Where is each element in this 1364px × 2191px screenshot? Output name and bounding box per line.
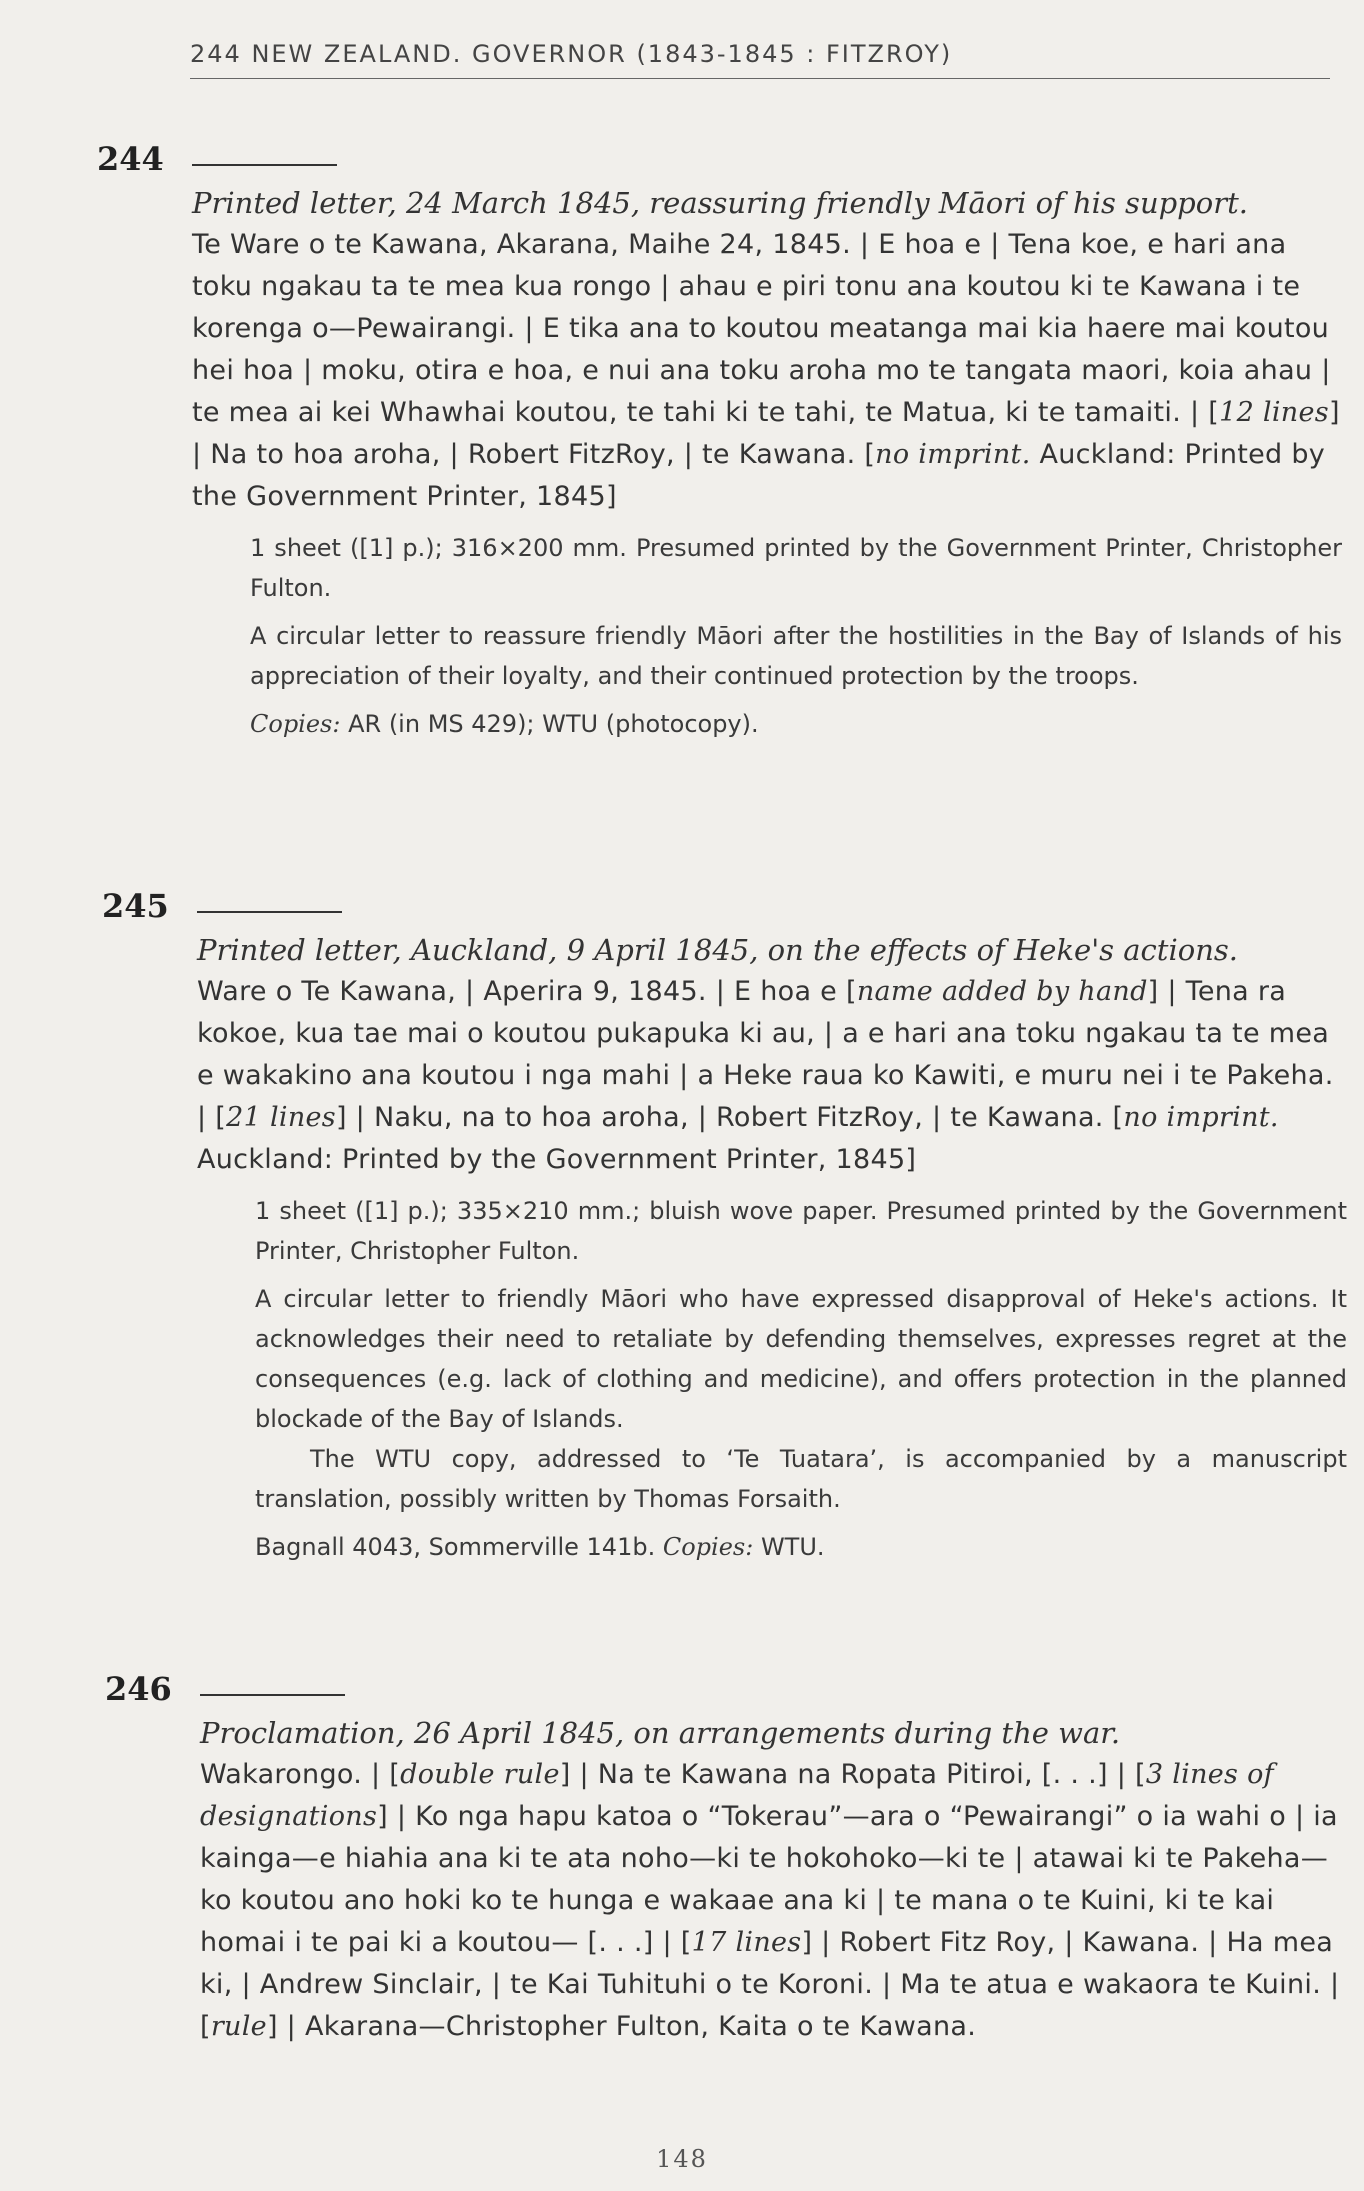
entry-rule (197, 911, 342, 913)
running-head: 244 NEW ZEALAND. GOVERNOR (1843-1845 : FITZROY) (190, 40, 1330, 79)
entry-body (192, 182, 1342, 752)
entry-note: A circular letter to reassure friendly Māori after the hostilities in the Bay of Islands of his appreciation of their loyalty, and their continued protection by the troops. (250, 622, 1342, 690)
entry-transcript: Ware o Te Kawana, | Aperira 9, 1845. | E hoa e [name added by hand] | Tena ra kokoe, kua tae mai o koutou pukapuka ki au, | a e hari ana toku ngakau ta te mea e wakakino ana koutou i nga mahi | a Heke raua ko Kawiti, e muru nei i te Pakeha. | [21 lines] | Naku, na to hoa aroha, | Robert FitzRoy, | te Kawana. [no imprint. Auckland: Printed by the Government Printer, 1845] (197, 976, 1334, 1175)
entry-title: Printed letter, 24 March 1845, reassuring friendly Māori of his support. (192, 186, 1248, 220)
entry-rule (200, 1694, 345, 1696)
entry-note: The WTU copy, addressed to ‘Te Tuatara’, is accompanied by a manuscript translation, possibly written by Thomas Forsaith. (255, 1445, 1347, 1513)
entry-number: 244 (97, 140, 164, 178)
entry-note: 1 sheet ([1] p.); 335×210 mm.; bluish wove paper. Presumed printed by the Government Printer, Christopher Fulton. (255, 1197, 1347, 1265)
entry-number: 246 (105, 1670, 172, 1708)
entry-note: 1 sheet ([1] p.); 316×200 mm. Presumed printed by the Government Printer, Christopher Fulton. (250, 534, 1342, 602)
entry-transcript: Wakarongo. | [double rule] | Na te Kawana na Ropata Pitiroi, [. . .] | [3 lines of designations] | Ko nga hapu katoa o “Tokerau”—ara o “Pewairangi” o ia wahi o | ia kainga—e hiahia ana ki te ata noho—ki te hokohoko—ki te | atawai ki te Pakeha—ko koutou ano hoki ko te hunga e wakaae ana ki | te mana o te Kuini, ki te kai homai i te pai ki a koutou— [. . .] | [17 lines] | Robert Fitz Roy, | Kawana. | Ha mea ki, | Andrew Sinclair, | te Kai Tuhituhi o te Koroni. | Ma te atua e wakaora te Kuini. | [rule] | Akarana—Christopher Fulton, Kaita o te Kawana. (200, 1759, 1340, 2042)
entry-number: 245 (102, 887, 169, 925)
entry-notes (250, 528, 1342, 744)
entry-body (197, 929, 1347, 1575)
entry-title: Proclamation, 26 April 1845, on arrangements during the war. (200, 1716, 1121, 1750)
entry-note: Copies: AR (in MS 429); WTU (photocopy). (250, 710, 759, 738)
page-number: 148 (656, 2145, 708, 2173)
entry-title: Printed letter, Auckland, 9 April 1845, on the effects of Heke's actions. (197, 933, 1238, 967)
entry-transcript: Te Ware o te Kawana, Akarana, Maihe 24, 1845. | E hoa e | Tena koe, e hari ana toku ngakau ta te mea kua rongo | ahau e piri tonu ana koutou ki te Kawana i te korenga o—Pewairangi. | E tika ana to koutou meatanga mai kia haere mai koutou hei hoa | moku, otira e hoa, e nui ana toku aroha mo te tangata maori, koia ahau | te mea ai kei Whawhai koutou, te tahi ki te tahi, te Matua, ki te tamaiti. | [12 lines] | Na to hoa aroha, | Robert FitzRoy, | te Kawana. [no imprint. Auckland: Printed by the Government Printer, 1845] (192, 229, 1340, 512)
entry-note: A circular letter to friendly Māori who have expressed disapproval of Heke's actions. It acknowledges their need to retaliate by defending themselves, expresses regret at the consequences (e.g. lack of clothing and medicine), and offers protection in the planned blockade of the Bay of Islands. (255, 1285, 1347, 1433)
entry-rule (192, 164, 337, 166)
entry-note: Bagnall 4043, Sommerville 141b. Copies: WTU. (255, 1533, 825, 1561)
entry-notes (255, 1191, 1347, 1567)
entry-body (200, 1712, 1350, 2058)
